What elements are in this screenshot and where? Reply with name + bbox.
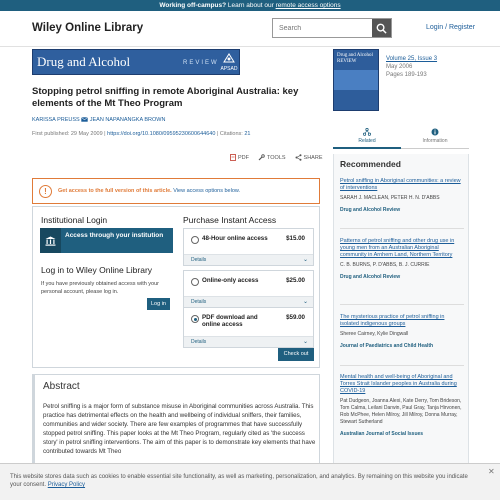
issue-volume-link[interactable]: Volume 25, Issue 3 xyxy=(386,56,438,62)
remote-access-bold: Working off-campus? xyxy=(159,2,227,9)
author-list xyxy=(32,117,165,123)
wrench-icon xyxy=(258,154,265,161)
cookie-banner xyxy=(0,463,500,500)
site-logo[interactable]: Wiley Online Library xyxy=(32,22,144,34)
institution-access-button[interactable] xyxy=(40,228,173,253)
remote-access-link[interactable]: remote access options xyxy=(275,2,341,9)
right-tabs xyxy=(333,124,469,149)
network-icon xyxy=(363,128,371,136)
info-circle-icon xyxy=(431,128,439,136)
divider xyxy=(340,228,464,229)
site-header xyxy=(0,11,500,47)
option-price: $15.00 xyxy=(286,235,305,242)
citations-label: Citations: xyxy=(219,131,243,137)
option-radio-selected[interactable] xyxy=(191,315,199,323)
purchase-option-48-hour[interactable] xyxy=(183,228,314,266)
institution-building-icon xyxy=(45,236,56,246)
option-price: $59.00 xyxy=(286,314,305,321)
details-label: Details xyxy=(191,339,207,345)
tools-button[interactable] xyxy=(258,154,286,161)
pdf-button[interactable] xyxy=(230,154,249,161)
published-date: 29 May 2009 xyxy=(70,131,103,137)
recommended-item-journal: Journal of Paediatrics and Child Health xyxy=(340,343,434,349)
divider xyxy=(340,365,464,366)
search-button[interactable] xyxy=(372,19,391,37)
recommended-item-journal: Drug and Alcohol Review xyxy=(340,207,401,213)
recommended-item[interactable] xyxy=(340,178,464,213)
recommended-item-authors: Sheree Cairney, Kylie Dingwall xyxy=(340,331,409,337)
abstract-title: Abstract xyxy=(43,381,80,392)
apsad-emblem-icon xyxy=(222,52,236,64)
privacy-policy-link[interactable]: Privacy Policy xyxy=(47,482,86,488)
recommended-item-authors: C. B. BURNS, P. D'ABBS, B. J. CURRIE xyxy=(340,262,430,268)
access-bold: Get access to the full version of this article. xyxy=(58,188,172,194)
recommended-item-title[interactable]: The mysterious practice of petrol sniffing in isolated indigenous groups xyxy=(340,314,445,327)
tab-related[interactable] xyxy=(333,124,401,149)
share-button[interactable] xyxy=(295,154,323,161)
banner-subtitle: REVIEW xyxy=(183,60,219,66)
citations-count[interactable]: 21 xyxy=(244,131,251,137)
email-icon[interactable] xyxy=(81,117,88,122)
recommended-item[interactable] xyxy=(340,374,464,437)
issue-info xyxy=(386,55,437,79)
banner-title: Drug and Alcohol xyxy=(37,54,131,69)
login-title: Log in to Wiley Online Library xyxy=(41,265,153,275)
access-alert xyxy=(32,178,320,204)
recommended-item-title[interactable]: Patterns of petrol sniffing and other drug use in young men from an Australian Aboriginal community in Arnhem Land, Northern Territory xyxy=(340,238,455,258)
author-link[interactable]: KARISSA PREUSS xyxy=(32,117,80,123)
recommended-item[interactable] xyxy=(340,238,464,280)
share-label: SHARE xyxy=(303,154,323,161)
details-label: Details xyxy=(191,257,207,263)
option-name: 48-Hour online access xyxy=(202,235,268,242)
issue-cover[interactable] xyxy=(333,49,379,111)
option-details-toggle[interactable] xyxy=(184,296,313,307)
pdf-label: PDF xyxy=(238,154,249,161)
access-panel xyxy=(32,206,320,368)
option-radio[interactable] xyxy=(191,278,199,286)
details-label: Details xyxy=(191,299,207,305)
access-message xyxy=(58,188,240,194)
search-input[interactable] xyxy=(273,19,373,37)
abstract-section xyxy=(32,374,320,474)
option-details-toggle[interactable] xyxy=(184,336,313,347)
apsad-label: APSAD xyxy=(220,66,238,72)
chevron-down-icon: ⌄ xyxy=(302,257,308,263)
tab-related-label: Related xyxy=(358,138,376,144)
login-description: If you have previously obtained access with your personal account, please log in. xyxy=(41,281,160,295)
author-link[interactable]: JEAN NAPANANGKA BROWN xyxy=(89,117,166,123)
option-price: $25.00 xyxy=(286,277,305,284)
issue-date: May 2006 xyxy=(386,64,413,70)
remote-access-bar xyxy=(0,0,500,11)
option-details-toggle[interactable] xyxy=(184,254,313,265)
cookie-text: This website stores data such as cookies to enable essential site functionality, as well as marketing, personalization, and analytics. By remaining on this website you indicate your consent. xyxy=(10,474,468,488)
recommended-title: Recommended xyxy=(340,159,401,169)
option-radio[interactable] xyxy=(191,236,199,244)
issue-pages: Pages 189-193 xyxy=(386,72,427,78)
recommended-item[interactable] xyxy=(340,314,464,349)
divider xyxy=(340,304,464,305)
recommended-item-authors: SARAH J. MACLEAN, PETER H. N. D'ABBS xyxy=(340,195,440,201)
recommended-item-title[interactable]: Mental health and well-being of Aboriginal and Torres Strait Islander peoples in Australia during COVID-19 xyxy=(340,374,457,394)
abstract-text: Petrol sniffing is a major form of substance misuse in Aboriginal communities across Australia. This practice has detrimental effects on the health and wellbeing of individual sniffers, their families, communities and wider society. There are few examples of programmes that have successfully stopped petrol sniffing. This paper looks at the Mt Theo Program, regularly cited as 'the success story' in petrol sniffing interventions. The aim of this paper is to demonstrate key elements that have contributed towards Mt Theo xyxy=(43,403,316,455)
publication-meta: First published: 29 May 2009 | https://doi.org/10.1080/09595230600644640 | Citations: 21 xyxy=(32,131,251,137)
purchase-option-pdf-and-online[interactable] xyxy=(183,307,314,348)
chevron-down-icon: ⌄ xyxy=(302,299,308,305)
cover-title: Drug and Alcohol REVIEW xyxy=(337,53,373,64)
cookie-message xyxy=(10,473,480,489)
doi-link[interactable]: https://doi.org/10.1080/09595230600644640 xyxy=(107,131,216,137)
share-icon xyxy=(295,154,302,161)
chevron-down-icon: ⌄ xyxy=(302,339,308,345)
tab-information-label: Information xyxy=(422,138,448,144)
journal-banner[interactable] xyxy=(32,49,240,75)
recommended-item-title[interactable]: Petrol sniffing in Aboriginal communities: a review of interventions xyxy=(340,178,461,191)
article-title: Stopping petrol sniffing in remote Aboriginal Australia: key elements of the Mt Theo Program xyxy=(32,86,299,109)
close-icon[interactable]: ✕ xyxy=(488,467,495,476)
purchase-option-online-only[interactable] xyxy=(183,270,314,308)
tab-information[interactable] xyxy=(401,124,469,149)
search-box xyxy=(272,18,392,38)
purchase-title: Purchase Instant Access xyxy=(183,215,277,225)
login-register-link[interactable]: Login / Register xyxy=(426,24,476,31)
pdf-icon xyxy=(230,154,236,161)
cover-stripe xyxy=(334,70,379,90)
institution-button-label: Access through your institution xyxy=(65,232,164,239)
option-name: Online-only access xyxy=(202,277,259,284)
recommended-item-authors: Pat Dudgeon, Joanna Alexi, Kate Derry, Tom Brideson, Tom Calma, Leilani Darwin, Paul Gray, Tanja Hirvonen, Rob McPhee, Helen Milroy, Jill Milroy, Donna Murray, Stewart Sutherland xyxy=(340,398,462,425)
checkout-button[interactable]: Check out xyxy=(278,348,314,361)
view-access-options-link[interactable]: View access options below. xyxy=(173,188,241,194)
tools-label: TOOLS xyxy=(267,154,286,161)
login-button[interactable]: Log in xyxy=(147,298,170,310)
article-toolbar xyxy=(230,154,323,161)
apsad-logo xyxy=(218,52,240,74)
published-label: First published: xyxy=(32,131,70,137)
option-name: PDF download and online access xyxy=(202,314,258,328)
institution-icon-box xyxy=(40,228,61,253)
info-icon: ! xyxy=(39,185,52,198)
search-icon xyxy=(376,23,387,34)
recommended-item-journal: Drug and Alcohol Review xyxy=(340,274,401,280)
institutional-login-title: Institutional Login xyxy=(41,215,108,225)
recommended-item-journal: Australian Journal of Social Issues xyxy=(340,431,424,437)
remote-access-text: Learn about our xyxy=(227,2,274,9)
recommended-panel xyxy=(333,154,469,484)
